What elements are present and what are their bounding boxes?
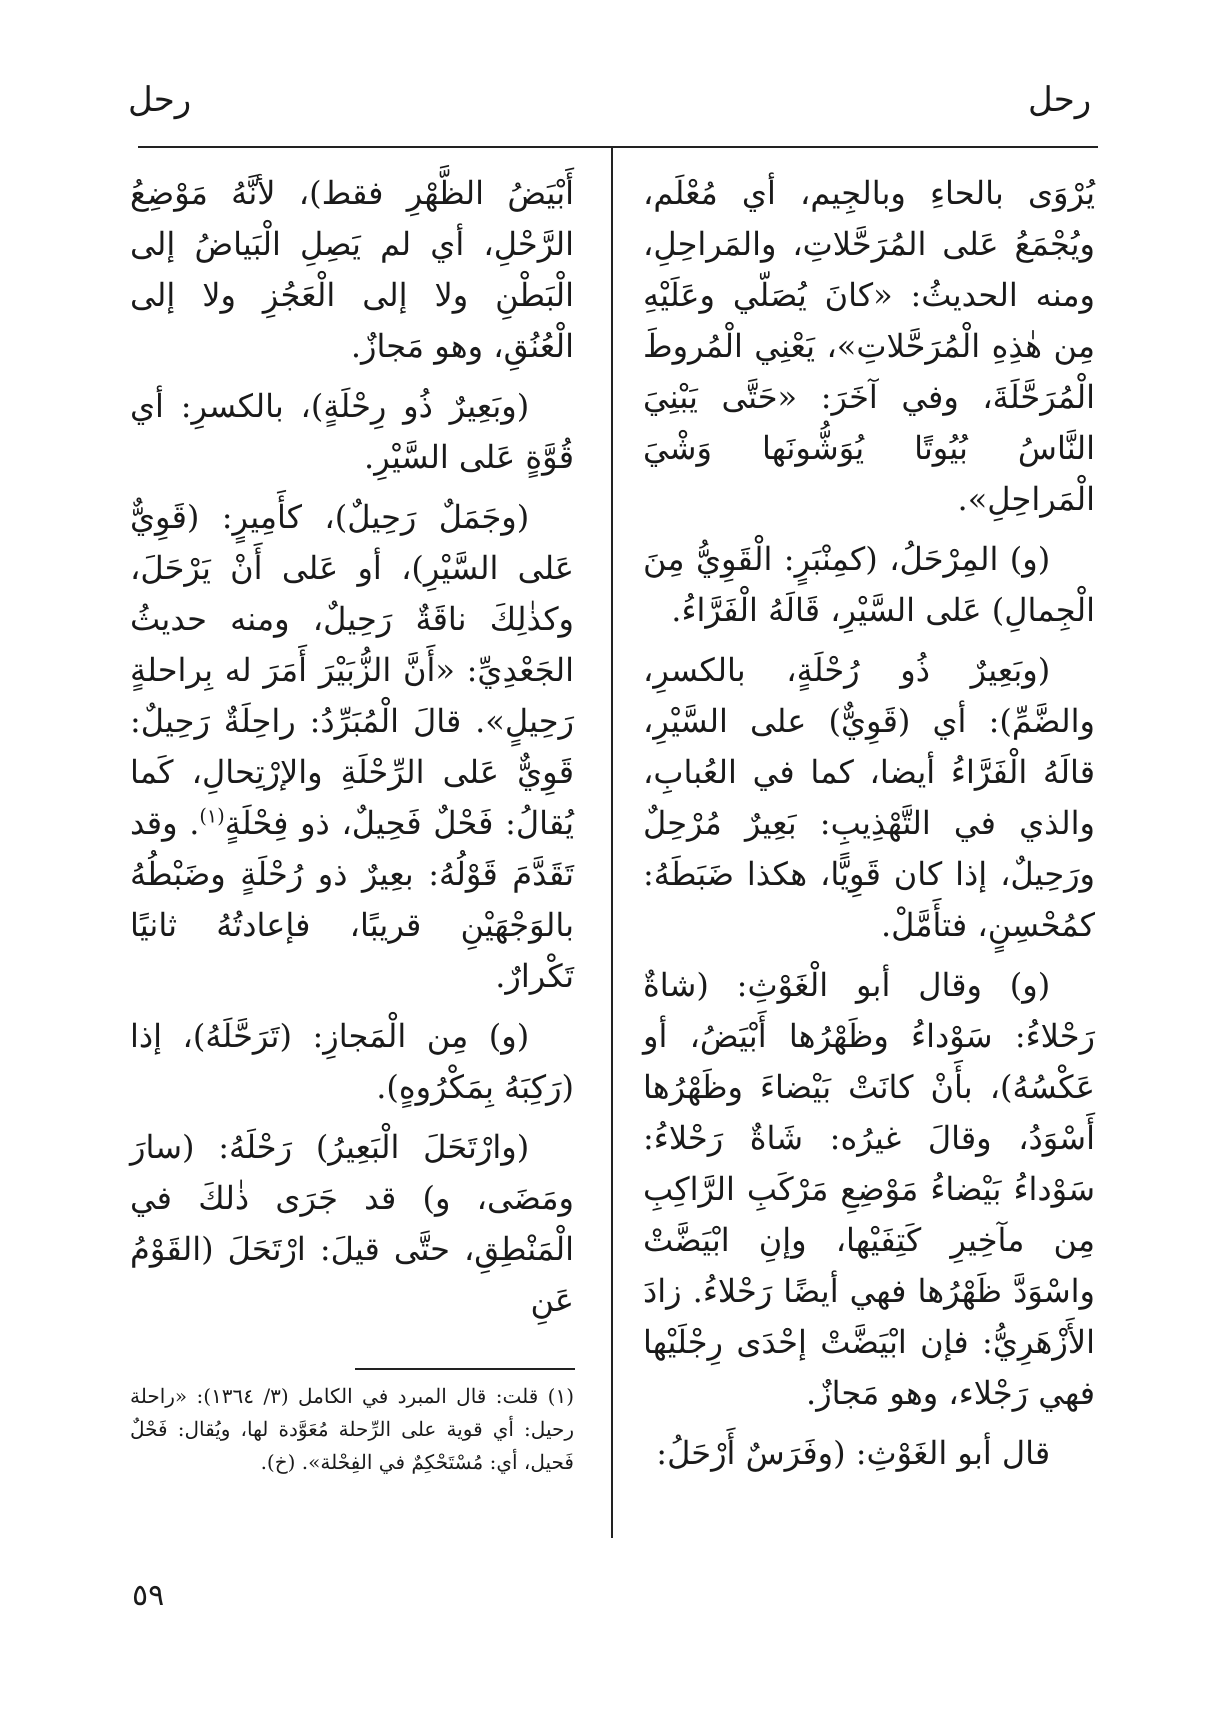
paragraph: (و) وقال أبو الْغَوْثِ: (شاةٌ رَحْلاءُ: سَوْداءُ وظَهْرُها أَبْيَضُ، أو عَكْسُهُ)، بأَنْ كانَتْ بَيْضاءَ وظَهْرُها أَسْوَدُ، وقالَ غيرُه: شَاةٌ رَحْلاءُ: سَوْداءُ بَيْضاءُ مَوْضِعِ مَرْكَبِ الرَّاكِبِ مِن مآخِيرِ كَتِفَيْها، وإنِ ابْيَضَّتْ واسْوَدَّ ظَهْرُها فهي أيضًا رَحْلاءُ. زادَ الأَزْهَرِيُّ: فإن ابْيَضَّتْ إحْدَى رِجْلَيْها فهي رَجْلاء، وهو مَجازٌ. (643, 966, 1095, 1412)
paragraph: (و) المِرْحَلُ، (كمِنْبَرٍ: الْقَوِيُّ مِنَ الْجِمالِ) عَلى السَّيْرِ، قَالَهُ الْفَرَّاءُ. (643, 540, 1095, 629)
paragraph: (وارْتَحَلَ الْبَعِيرُ) رَحْلَهُ: (سارَ ومَضَى، و) قد جَرَى ذٰلكَ في الْمَنْطِقِ، حتَّى قيلَ: ارْتَحَلَ (القَوْمُ عَنِ (130, 1128, 574, 1319)
running-head-left: رحل (128, 80, 192, 120)
right-column (643, 168, 1095, 1488)
paragraph: قال أبو الغَوْثِ: (وفَرَسٌ أَرْحَلُ: (656, 1434, 1051, 1472)
footnote (130, 1380, 574, 1479)
paragraph-text-continued: . وقد تَقَدَّمَ قَوْلُهُ: بعِيرٌ ذو رُحْلَةٍ وضَبْطُهُ بالوَجْهَيْنِ قريبًا، فإعادتُهُ ثانيًا تَكْرارٌ. (130, 804, 574, 995)
paragraph: يُرْوَى بالحاءِ وبالجِيم، أي مُعْلَم، ويُجْمَعُ عَلى المُرَحَّلاتِ، والمَراحِلِ، ومنه الحديثُ: «كانَ يُصَلّي وعَلَيْهِ مِن هٰذِهِ الْمُرَحَّلاتِ»، يَعْنِي الْمُروطَ الْمُرَحَّلَةَ، وفي آخَرَ: «حَتَّى يَبْنِيَ النَّاسُ بُيُوتًا يُوَشُّونَها وَشْيَ الْمَراحِلِ». (643, 174, 1095, 518)
footnote-text: (١) قلت: قال المبرد في الكامل (٣/ ١٣٦٤): «راحلة رحيل: أي قوية على الرِّحلة مُعَوَّدة لها، ويُقال: فَحْلٌ فَحيل، أي: مُسْتَحْكِمٌ في الفِحْلة». (خ). (130, 1384, 574, 1474)
page-number: ٥٩ (132, 1578, 165, 1613)
footnote-reference[interactable]: (١) (199, 804, 225, 828)
left-column (130, 168, 574, 1335)
paragraph: أَبْيَضُ الظَّهْرِ فقط)، لأنَّهُ مَوْضِعُ الرَّحْلِ، أي لم يَصِلِ الْبَياضُ إلى الْبَطْنِ ولا إلى الْعَجُزِ ولا إلى الْعُنُقِ، وهو مَجازٌ. (130, 174, 574, 365)
paragraph: (وبَعِيرٌ ذُو رِحْلَةٍ)، بالكسرِ: أي قُوَّةٍ عَلى السَّيْرِ. (130, 387, 574, 476)
paragraph-text: (وجَمَلٌ رَحِيلٌ)، كأَمِيرٍ: (قَوِيٌّ عَلى السَّيْرِ)، أو عَلى أَنْ يَرْحَلَ، وكذٰلِكَ ناقَةٌ رَحِيلٌ، ومنه حديثُ الجَعْدِيِّ: «أَنَّ الزُّبَيْرَ أَمَرَ له بِراحلةٍ رَحِيلٍ». قالَ الْمُبَرِّدُ: راحِلَةٌ رَحِيلٌ: قَوِيٌّ عَلى الرِّحْلَةِ والإرْتِحالِ، كَما يُقالُ: فَحْلٌ فَحِيلٌ، ذو فِحْلَةٍ (130, 498, 575, 842)
column-divider (611, 148, 613, 1538)
paragraph (130, 492, 574, 1002)
footnote-rule (355, 1368, 575, 1370)
paragraph: (و) مِن الْمَجازِ: (تَرَحَّلَهُ)، إذا (رَكِبَهُ بِمَكْرُوهٍ). (130, 1017, 574, 1106)
header-rule (138, 146, 1098, 148)
paragraph: (وبَعِيرٌ ذُو رُحْلَةٍ، بالكسرِ، والضَّمِّ): أي (قَوِيٌّ) على السَّيْرِ، قالَهُ الْفَرَّاءُ أيضا، كما في العُبابِ، والذي في التَّهْذِيبِ: بَعِيرٌ مُرْحِلٌ ورَحِيلٌ، إذا كان قَوِيًّا، هكذا ضَبَطَهُ: كمُحْسِنٍ، فتأَمَّلْ. (643, 651, 1095, 944)
running-head-right: رحل (1028, 80, 1092, 120)
